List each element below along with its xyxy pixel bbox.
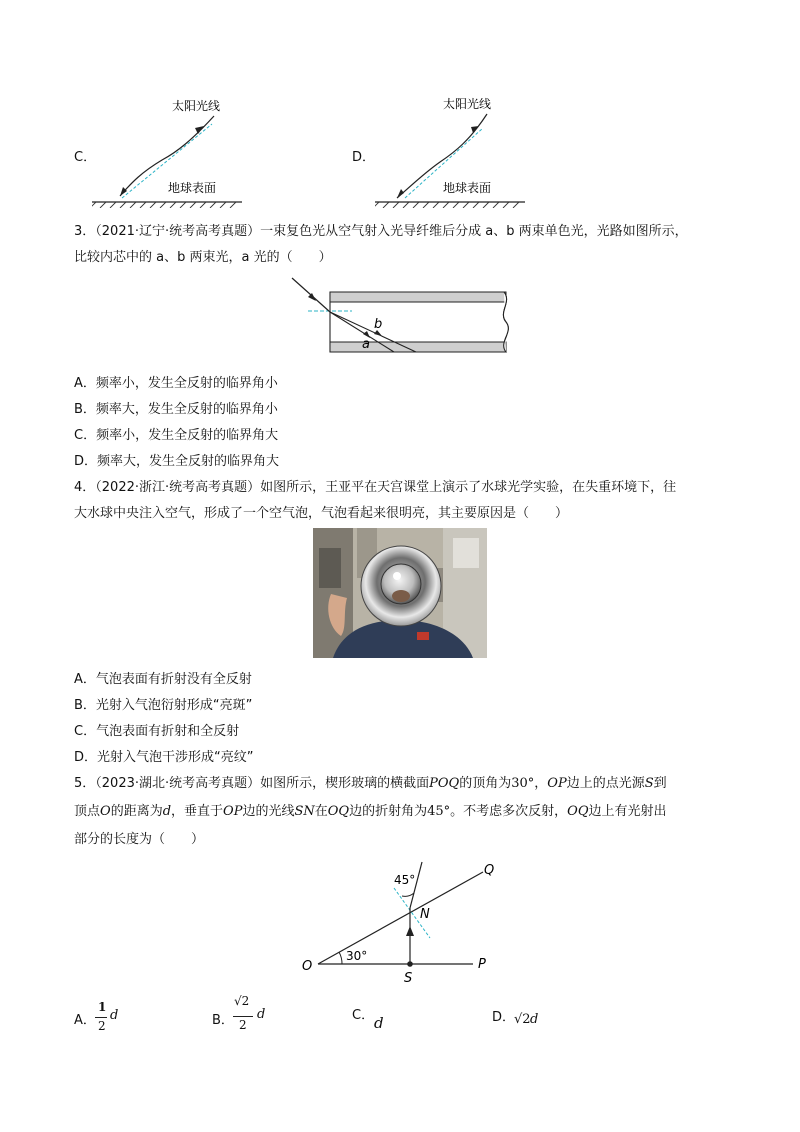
q4-source: （2022·浙江·统考高考真题） (95, 480, 261, 495)
q4-water-ball-photo (313, 528, 487, 658)
q3-optical-fiber-figure (290, 276, 520, 366)
q5-fig-n: N (420, 907, 430, 922)
q3-fig-label-b: b (374, 317, 383, 332)
q2-option-d-label: D． (352, 150, 376, 165)
q3-option-b[interactable]: B．频率大，发生全反射的临界角小 (74, 402, 278, 417)
q4-option-d[interactable]: D．光射入气泡干涉形成“亮纹” (74, 750, 254, 765)
photo-illustration (313, 528, 487, 658)
q2-figure-d (375, 90, 545, 208)
q4-option-b[interactable]: B．光射入气泡衍射形成“亮斑” (74, 698, 253, 713)
q5-fig-p: P (478, 957, 486, 972)
q5-option-d[interactable]: D． √2 d (492, 1010, 539, 1027)
q5-option-a[interactable]: A． 1 2 d (74, 1000, 119, 1033)
q3-option-c[interactable]: C．频率小，发生全反射的临界角大 (74, 428, 279, 443)
q4-option-c[interactable]: C．气泡表面有折射和全反射 (74, 724, 240, 739)
q2-fig-c-bottom-label: 地球表面 (168, 181, 217, 195)
q5-fig-s: S (404, 971, 413, 986)
q2-option-c-label: C． (74, 150, 97, 165)
q4-number: 4． (74, 480, 96, 495)
q3-source: （2021·辽宁·统考高考真题） (95, 224, 261, 239)
q3-stem-line2: 比较内芯中的 a、b 两束光，a 光的（ ） (74, 250, 332, 265)
q5-stem-line1: 5．（2023·湖北·统考高考真题）如图所示，楔形玻璃的横截面POQ的顶角为30°，OP边上的点光源S到 (74, 776, 667, 791)
q2-fig-c-top-label: 太阳光线 (172, 99, 221, 113)
q5-fig-o: O (302, 959, 313, 974)
q4-stem-line2: 大水球中央注入空气，形成了一个空气泡，气泡看起来很明亮，其主要原因是（ ） (74, 506, 569, 521)
q5-stem-line3: 部分的长度为（ ） (74, 832, 205, 847)
q5-fig-angle45: 45° (394, 873, 416, 887)
q3-option-d[interactable]: D．频率大，发生全反射的临界角大 (74, 454, 280, 469)
q4-option-a[interactable]: A．气泡表面有折射没有全反射 (74, 672, 252, 687)
q3-stem-line1 (74, 222, 688, 242)
q2-fig-d-top-label: 太阳光线 (443, 97, 492, 111)
q2-fig-d-bottom-label: 地球表面 (443, 181, 492, 195)
q2-figure-c (92, 90, 262, 208)
q5-fig-angle30: 30° (346, 949, 368, 963)
q3-stem-text1: 一束复色光从空气射入光导纤维后分成 a、b 两束单色光，光路如图所示， (260, 224, 688, 239)
q4-stem-line1 (74, 478, 676, 498)
q4-stem-text1: 如图所示，王亚平在天宫课堂上演示了水球光学实验，在失重环境下，往 (260, 480, 677, 495)
q5-wedge-figure (298, 858, 508, 988)
q5-option-b[interactable]: B． √2 2 d (212, 994, 266, 1032)
q5-fig-q: Q (484, 863, 495, 878)
q5-stem-line2: 顶点O的距离为d，垂直于OP边的光线SN在OQ边的折射角为45°。不考虑多次反射，OQ边上有光射出 (74, 804, 667, 819)
q3-number: 3． (74, 224, 96, 239)
q3-option-a[interactable]: A．频率小，发生全反射的临界角小 (74, 376, 278, 391)
q5-option-c[interactable]: C． d (352, 1008, 384, 1032)
q3-fig-label-a: a (362, 337, 370, 352)
